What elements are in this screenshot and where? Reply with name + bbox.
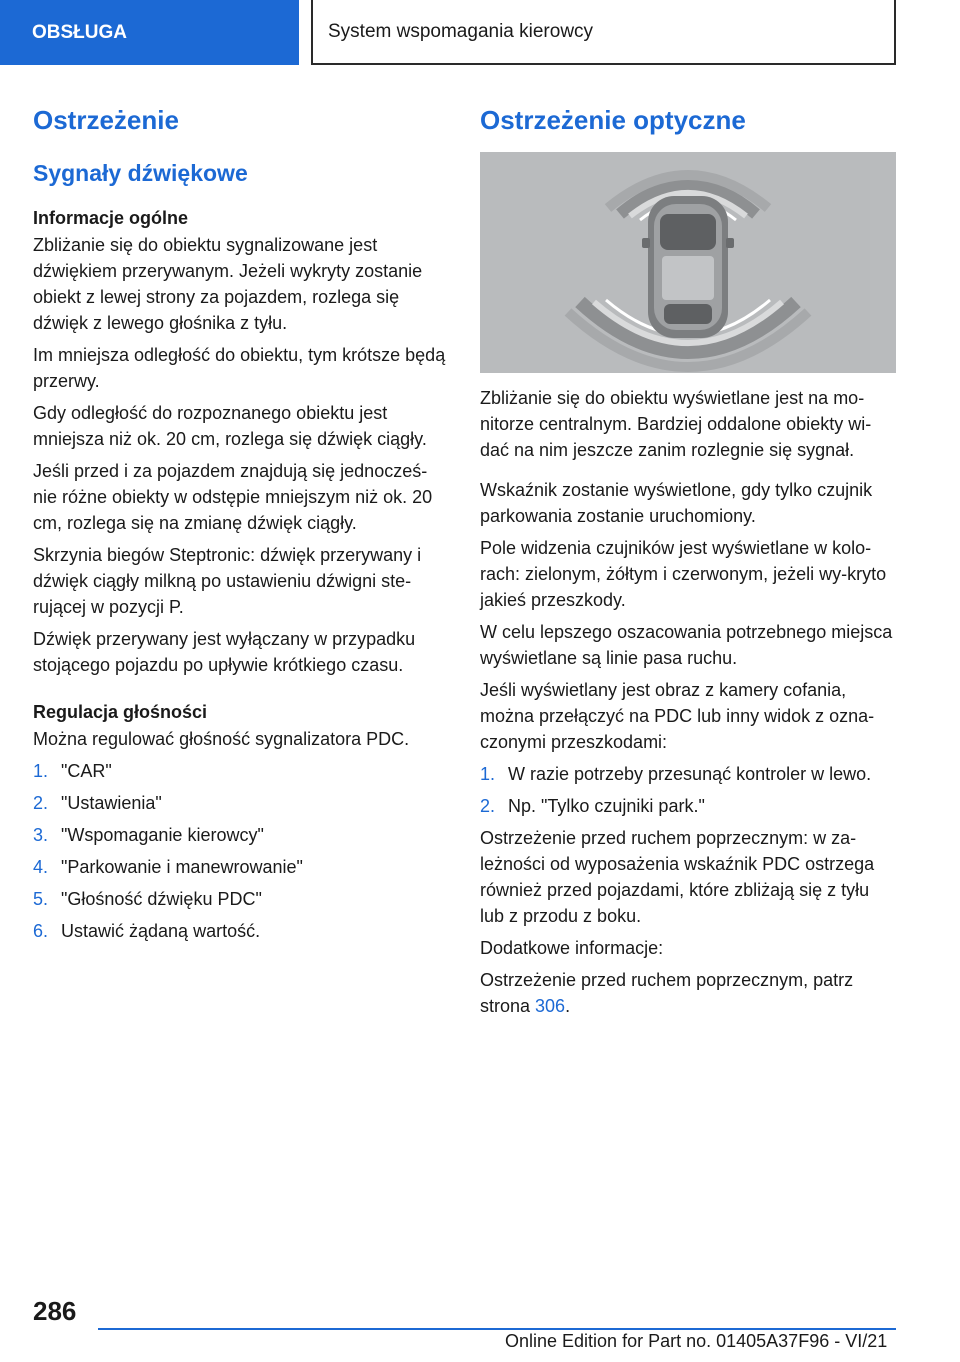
step-number: 3. (33, 825, 49, 845)
list-item (33, 822, 448, 848)
paragraph: Jeśli przed i za pojazdem znajdują się jednocześ-nie różne obiekty w odstępie mniejszym niż ok. 20 cm, rozlega się na zmianę dźwięk ciągły. (33, 461, 433, 533)
section-title: OBSŁUGA (32, 21, 127, 43)
list-item (33, 758, 448, 784)
right-column (480, 98, 896, 1019)
subtitle-sound-signals: Sygnały dźwiękowe (33, 160, 248, 186)
step-number: 1. (480, 764, 496, 784)
step-number: 4. (33, 857, 49, 877)
chapter-title: System wspomagania kierowcy (328, 20, 594, 42)
paragraph: Wskaźnik zostanie wyświetlone, gdy tylko czujnik parkowania zostanie uruchomiony. (480, 480, 873, 526)
step-number: 6. (33, 921, 49, 941)
paragraph: Zbliżanie się do obiektu sygnalizowane jest dźwiękiem przerywanym. Jeżeli wykryty zostanie obiekt z lewej strony za pojazdem, rozlega się dźwięk z lewego głośnika z tyłu. (33, 235, 423, 333)
paragraph: Zbliżanie się do obiektu wyświetlane jest na mo-nitorze centralnym. Bardziej oddalone obiekty wi-dać na nim jeszcze zanim rozlegnie się sygnał. (480, 388, 872, 460)
paragraph: Im mniejsza odległość do obiektu, tym krótsze będą przerwy. (33, 345, 446, 391)
step-number: 5. (33, 889, 49, 909)
list-item (33, 790, 448, 816)
page-number: 286 (33, 1296, 77, 1326)
step-text: Ustawić żądaną wartość. (61, 921, 261, 941)
step-text: W razie potrzeby przesunąć kontroler w lewo. (508, 764, 872, 784)
list-item (33, 886, 448, 912)
paragraph: Dźwięk przerywany jest wyłączany w przypadku stojącego pojazdu po upływie krótkiego czasu. (33, 629, 416, 675)
view-steps (480, 761, 896, 819)
paragraph: W celu lepszego oszacowania potrzebnego miejsca wyświetlane są linie pasa ruchu. (480, 622, 893, 668)
paragraph: Gdy odległość do rozpoznanego obiektu jest mniejsza niż ok. 20 cm, rozlega się dźwięk ciągły. (33, 403, 427, 449)
left-column (33, 98, 448, 944)
cross-reference-text: Ostrzeżenie przed ruchem poprzecznym, patrz strona (480, 970, 854, 1016)
paragraph: Jeśli wyświetlany jest obraz z kamery cofania, można przełączyć na PDC lub inny widok z ozna-czonymi przeszkodami: (480, 680, 875, 752)
paragraph: Dodatkowe informacje: (480, 938, 664, 958)
chapter-header (311, 0, 896, 65)
list-item (33, 854, 448, 880)
section-tab[interactable] (0, 0, 299, 65)
heading-optical-warning: Ostrzeżenie optyczne (480, 105, 746, 135)
list-item (480, 793, 896, 819)
pdc-display-illustration (480, 152, 896, 373)
paragraph: Ostrzeżenie przed ruchem poprzecznym: w za-leżności od wyposażenia wskaźnik PDC ostrzega również przed pojazdami, które zbliżają się z tyłu lub z przodu z boku. (480, 828, 875, 926)
paragraph: Pole widzenia czujników jest wyświetlane w kolo-rach: zielonym, żółtym i czerwonym, jeżeli wy-kryto jakieś przeszkody. (480, 538, 887, 610)
step-number: 2. (33, 793, 49, 813)
footer-divider (98, 1328, 896, 1330)
step-text: "Głośność dźwięku PDC" (61, 889, 262, 909)
page-title: Ostrzeżenie (33, 105, 179, 135)
edition-info: Online Edition for Part no. 01405A37F96 - VI/21 (505, 1331, 888, 1351)
step-number: 1. (33, 761, 49, 781)
heading-general-info: Informacje ogólne (33, 208, 189, 228)
step-text: Np. "Tylko czujniki park." (508, 796, 705, 816)
list-item (480, 761, 896, 787)
page-link[interactable]: 306 (535, 996, 566, 1016)
step-text: "Wspomaganie kierowcy" (61, 825, 264, 845)
car-top-view (642, 196, 734, 338)
step-number: 2. (480, 796, 496, 816)
volume-steps (33, 758, 448, 944)
step-text: "Parkowanie i manewrowanie" (61, 857, 303, 877)
cross-reference-end: . (565, 996, 571, 1016)
paragraph: Można regulować głośność sygnalizatora PDC. (33, 729, 410, 749)
list-item (33, 918, 448, 944)
paragraph: Skrzynia biegów Steptronic: dźwięk przerywany i dźwięk ciągły milkną po ustawieniu dźwigni ste-rującej w pozycji P. (33, 545, 422, 617)
step-text: "CAR" (61, 761, 112, 781)
heading-volume: Regulacja głośności (33, 702, 208, 722)
cross-reference (480, 967, 896, 1019)
step-text: "Ustawienia" (61, 793, 162, 813)
